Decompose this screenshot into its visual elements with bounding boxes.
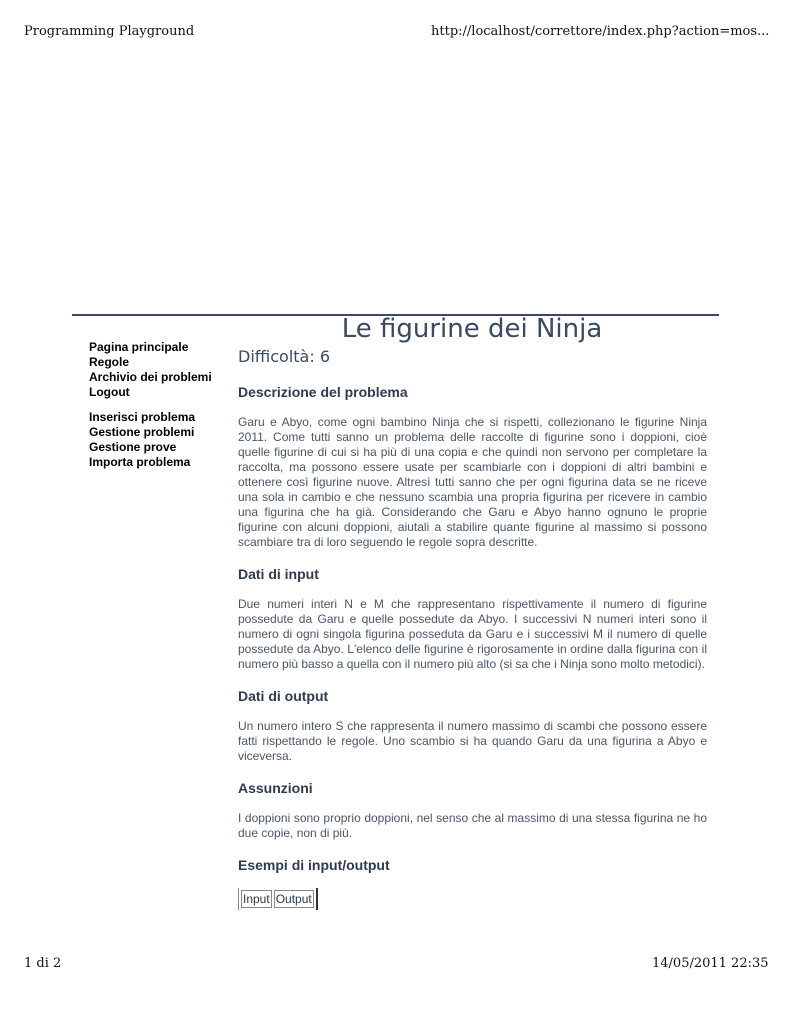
menu-item-archivio[interactable]: Archivio dei problemi: [89, 370, 212, 384]
menu-item-importa-problema[interactable]: Importa problema: [89, 455, 191, 469]
io-output-header: Output: [275, 892, 312, 906]
section-heading-input: Dati di input: [238, 566, 319, 582]
print-header-url: http://localhost/correttore/index.php?action=mos...: [431, 24, 770, 39]
section-text-descrizione: Garu e Abyo, come ogni bambino Ninja che si rispetti, collezionano le figurine Ninja 2011. Come tutti sanno un problema delle raccolte di figurine sono i doppioni, cioè quelle figurine di cui si ha più di una copia e che quindi non servono per completare la raccolta, ma possono essere usate per scambiarle con i doppioni di altri bambini e ottenere così figurine nuove. Altresì tutti sanno che per ogni figurina data se ne riceve una sola in cambio e che nessuno scambia una propria figurina per ricevere in cambio una figurina che ha già. Considerando che Garu e Abyo hanno ognuno le proprie figurine con alcuni doppioni, aiutali a stabilire quante figurine al massimo si possono scambiare tra di loro seguendo le regole sopra descritte.: [238, 415, 707, 549]
io-input-header: Input: [243, 892, 270, 906]
section-heading-esempi: Esempi di input/output: [238, 857, 390, 873]
io-examples-table: [238, 888, 318, 910]
menu-group-admin: [89, 410, 229, 470]
section-text-output: Un numero intero S che rappresenta il numero massimo di scambi che possono essere fatti rispettando le regole. Uno scambio si ha quando Garu da una figurina a Abyo e viceversa.: [238, 719, 707, 763]
print-footer-timestamp: 14/05/2011 22:35: [652, 956, 769, 971]
menu-item-inserisci-problema[interactable]: Inserisci problema: [89, 410, 196, 424]
menu-item-pagina-principale[interactable]: Pagina principale: [89, 340, 189, 354]
section-heading-assunzioni: Assunzioni: [238, 780, 313, 796]
menu-item-gestione-problemi[interactable]: Gestione problemi: [89, 425, 195, 439]
print-footer-page: 1 di 2: [24, 956, 62, 971]
problem-content: [238, 346, 707, 910]
menu-group-main: [89, 340, 229, 400]
section-heading-descrizione: Descrizione del problema: [238, 384, 408, 400]
menu-item-gestione-prove[interactable]: Gestione prove: [89, 440, 177, 454]
section-text-input: Due numeri interi N e M che rappresentano rispettivamente il numero di figurine possedute da Garu e quelle possedute da Abyo. I successivi N numeri interi sono il numero di ogni singola figurina posseduta da Garu e i successivi M il numero di quelle possedute da Abyo. L'elenco delle figurine è rigorosamente in ordine dalla figurina con il numero più basso a quella con il numero più alto (si sa che i Ninja sono molto metodici).: [238, 597, 707, 671]
print-header-title: Programming Playground: [24, 24, 195, 39]
section-text-assunzioni: I doppioni sono proprio doppioni, nel senso che al massimo di una stessa figurina ne ho due copie, non di più.: [238, 811, 707, 840]
table-row: [241, 890, 314, 908]
sidebar-menu: [89, 340, 229, 480]
menu-item-regole[interactable]: Regole: [89, 355, 130, 369]
section-heading-output: Dati di output: [238, 688, 329, 704]
difficulty-label: Difficoltà: 6: [238, 347, 330, 366]
menu-item-logout[interactable]: Logout: [89, 385, 130, 399]
page-title: Le figurine dei Ninja: [341, 314, 603, 344]
